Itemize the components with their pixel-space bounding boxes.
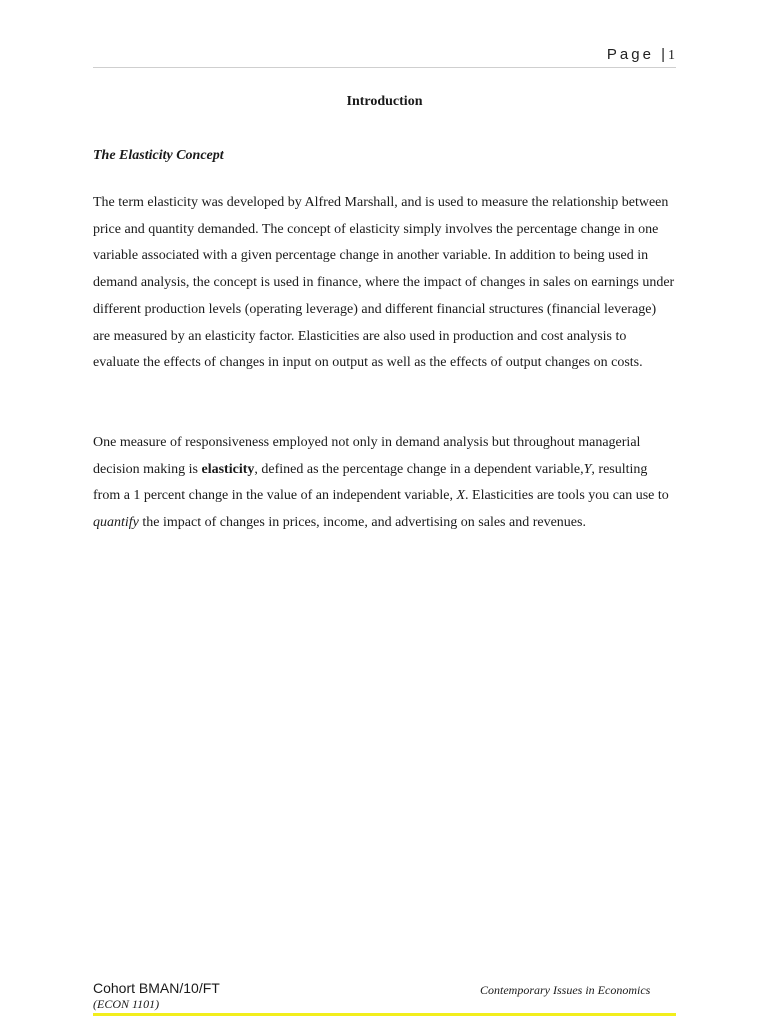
italic-term-quantify: quantify bbox=[93, 515, 139, 531]
header-divider bbox=[93, 67, 676, 68]
paragraph-2-text-1: One measure of responsiveness employed not only in demand analysis but throughout managerial decision making is bbox=[93, 434, 641, 477]
document-body bbox=[93, 92, 676, 537]
paragraph-2-text-3: , resulting from a 1 percent change in the value of an independent variable, bbox=[93, 461, 648, 504]
paragraph-2 bbox=[93, 430, 676, 537]
page-number-value: 1 bbox=[668, 48, 675, 63]
section-heading: The Elasticity Concept bbox=[93, 148, 224, 163]
document-title: Introduction bbox=[346, 94, 423, 109]
bold-term-elasticity: elasticity bbox=[201, 461, 255, 477]
page-number bbox=[607, 46, 675, 64]
footer-course-title: Contemporary Issues in Economics bbox=[480, 983, 651, 997]
page-label: Page | bbox=[606, 46, 668, 63]
variable-y: Y bbox=[583, 461, 592, 477]
footer-accent-rule bbox=[93, 1013, 676, 1016]
paragraph-2-text-2: , defined as the percentage change in a dependent variable, bbox=[254, 461, 584, 477]
paragraph-2-text-4: . Elasticities are tools you can use to bbox=[465, 488, 669, 504]
paragraph-1: The term elasticity was developed by Alfred Marshall, and is used to measure the relationship between price and quantity demanded. The concept of elasticity simply involves the percentage change in one variable associated with a given percentage change in another variable. In addition to being used in demand analysis, the concept is used in finance, where the impact of changes in sales on earnings under different production levels (operating leverage) and different financial structures (financial leverage) are measured by an elasticity factor. Elasticities are also used in production and cost analysis to evaluate the effects of changes in input on output as well as the effects of output changes on costs. bbox=[93, 195, 675, 371]
footer-course-code: (ECON 1101) bbox=[93, 997, 160, 1011]
footer-cohort: Cohort BMAN/10/FT bbox=[93, 980, 220, 996]
paragraph-2-text-5: the impact of changes in prices, income, and advertising on sales and revenues. bbox=[138, 515, 586, 531]
variable-x: X bbox=[456, 488, 466, 504]
